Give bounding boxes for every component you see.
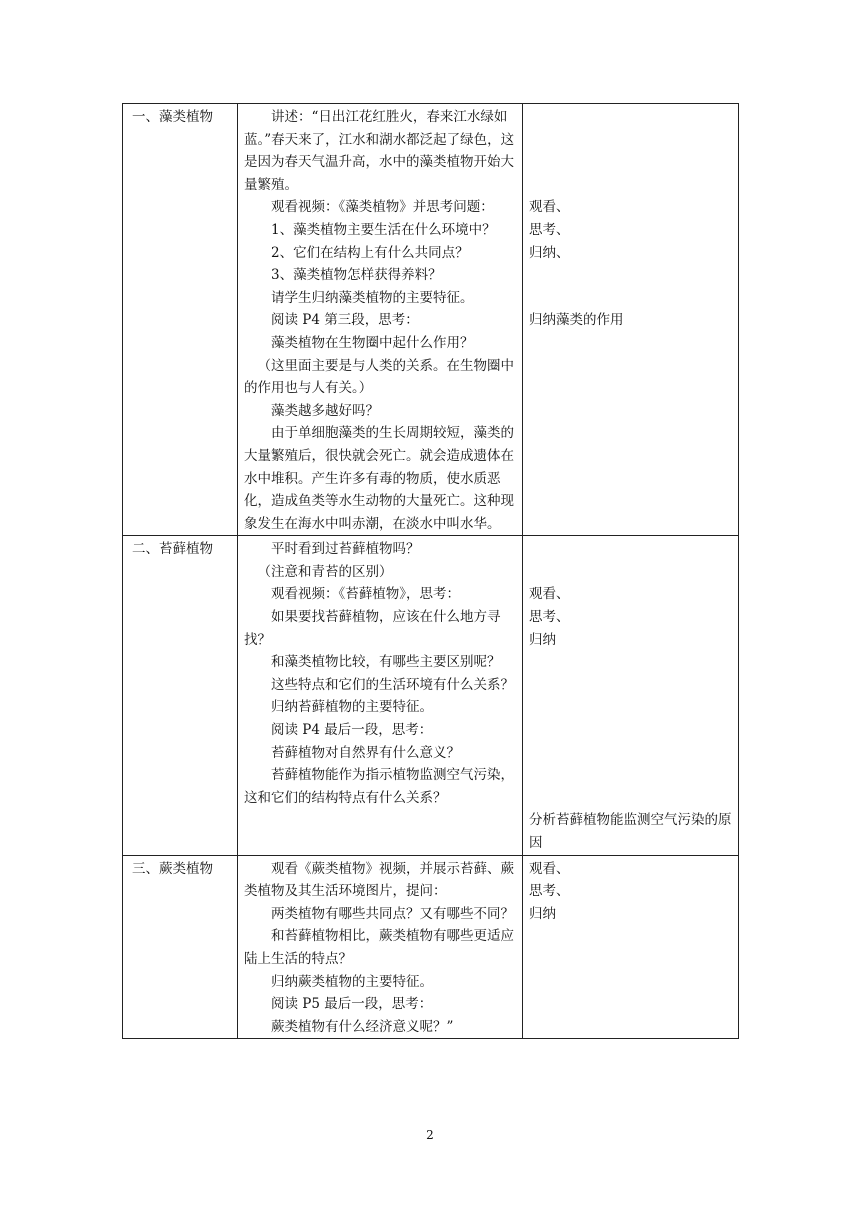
- content-paragraph: 由于单细胞藻类的生长周期较短，藻类的大量繁殖后，很快就会死亡。就会造成遗体在水中堆积。产生许多有毒的物质，使水质恶化，造成鱼类等水生动物的大量死亡。这种现象发生在海水中叫赤潮，在淡水中叫水华。: [244, 425, 514, 532]
- activity-line: 归纳: [529, 905, 556, 922]
- teaching-content: [238, 855, 523, 1039]
- student-activity: [523, 104, 739, 536]
- content-paragraph: （这里面主要是与人类的关系。在生物圈中的作用也与人有关。）: [244, 357, 514, 397]
- content-paragraph: 苔藓植物对自然界有什么意义？: [271, 744, 460, 761]
- activity-line: 观看、: [529, 586, 570, 603]
- content-paragraph: 归纳苔藓植物的主要特征。: [271, 699, 433, 716]
- section-row: [123, 104, 739, 536]
- activity-line: 归纳、: [529, 244, 570, 261]
- page-number: 2: [426, 1128, 434, 1142]
- content-paragraph: 2、它们在结构上有什么共同点？: [271, 244, 469, 261]
- activity-line: 思考、: [529, 221, 570, 238]
- section-row: [123, 536, 739, 855]
- content-paragraph: 观看视频：《苔藓植物》，思考：: [271, 586, 460, 603]
- content-paragraph: 平时看到过苔藓植物吗？: [271, 541, 420, 558]
- activity-line: 观看、: [529, 199, 570, 216]
- spacer: [529, 561, 732, 584]
- section-row: [123, 855, 739, 1039]
- content-paragraph: 请学生归纳藻类植物的主要特征。: [271, 289, 474, 306]
- content-paragraph: 蕨类植物有什么经济意义呢？”: [271, 1018, 454, 1035]
- spacer: [529, 696, 732, 719]
- teaching-content: [238, 536, 523, 855]
- content-paragraph: 讲述：“日出江花红胜火，春来江水绿如蓝。”春天来了，江水和湖水都泛起了绿色，这是因为春天气温升高，水中的藻类植物开始大量繁殖。: [244, 109, 515, 193]
- content-paragraph: 观看《蕨类植物》视频，并展示苔藓、蕨类植物及其生活环境图片，提问：: [244, 860, 514, 900]
- student-activity: [523, 855, 739, 1039]
- spacer: [529, 742, 732, 765]
- content-paragraph: 阅读 P5 最后一段，思考：: [271, 996, 433, 1013]
- content-paragraph: 1、藻类植物主要生活在什么环境中？: [271, 221, 496, 238]
- content-paragraph: 阅读 P4 第三段，思考：: [271, 312, 419, 329]
- spacer: [529, 151, 732, 174]
- spacer: [529, 106, 732, 129]
- section-title: 一、藻类植物: [123, 104, 238, 536]
- content-paragraph: 和藻类植物比较，有哪些主要区别呢？: [271, 654, 501, 671]
- content-paragraph: 藻类越多越好吗？: [271, 402, 379, 419]
- spacer: [529, 538, 732, 561]
- content-paragraph: 和苔藓植物相比，蕨类植物有哪些更适应陆上生活的特点？: [244, 928, 514, 967]
- content-paragraph: 观看视频：《藻类植物》并思考问题：: [271, 199, 494, 216]
- activity-line: 归纳藻类的作用: [529, 312, 624, 329]
- section-title: 三、蕨类植物: [123, 855, 238, 1039]
- activity-line: 观看、: [529, 860, 570, 877]
- content-paragraph: 两类植物有哪些共同点？又有哪些不同？: [271, 905, 514, 922]
- section-title: 二、苔藓植物: [123, 536, 238, 855]
- content-paragraph: （注意和青苔的区别）: [257, 563, 393, 580]
- content-paragraph: 归纳蕨类植物的主要特征。: [271, 973, 433, 990]
- activity-line: 分析苔藓植物能监测空气污染的原因: [529, 812, 732, 851]
- content-paragraph: 藻类植物在生物圈中起什么作用？: [271, 334, 474, 351]
- content-paragraph: 苔藓植物能作为指示植物监测空气污染，这和它们的结构特点有什么关系？: [244, 767, 514, 806]
- spacer: [529, 264, 732, 287]
- spacer: [529, 287, 732, 310]
- spacer: [529, 719, 732, 742]
- lesson-table: [122, 103, 739, 1039]
- teaching-content: [238, 104, 523, 536]
- spacer: [529, 787, 732, 810]
- student-activity: [523, 536, 739, 855]
- content-paragraph: 如果要找苔藓植物，应该在什么地方寻找？: [244, 609, 501, 648]
- content-paragraph: 阅读 P4 最后一段，思考：: [271, 722, 433, 739]
- activity-line: 思考、: [529, 883, 570, 900]
- content-paragraph: 这些特点和它们的生活环境有什么关系？: [271, 676, 514, 693]
- spacer: [529, 674, 732, 697]
- content-paragraph: 3、藻类植物怎样获得养料？: [271, 267, 442, 284]
- activity-line: 思考、: [529, 609, 570, 626]
- spacer: [529, 764, 732, 787]
- spacer: [529, 129, 732, 152]
- spacer: [529, 651, 732, 674]
- spacer: [529, 174, 732, 197]
- activity-line: 归纳: [529, 631, 556, 648]
